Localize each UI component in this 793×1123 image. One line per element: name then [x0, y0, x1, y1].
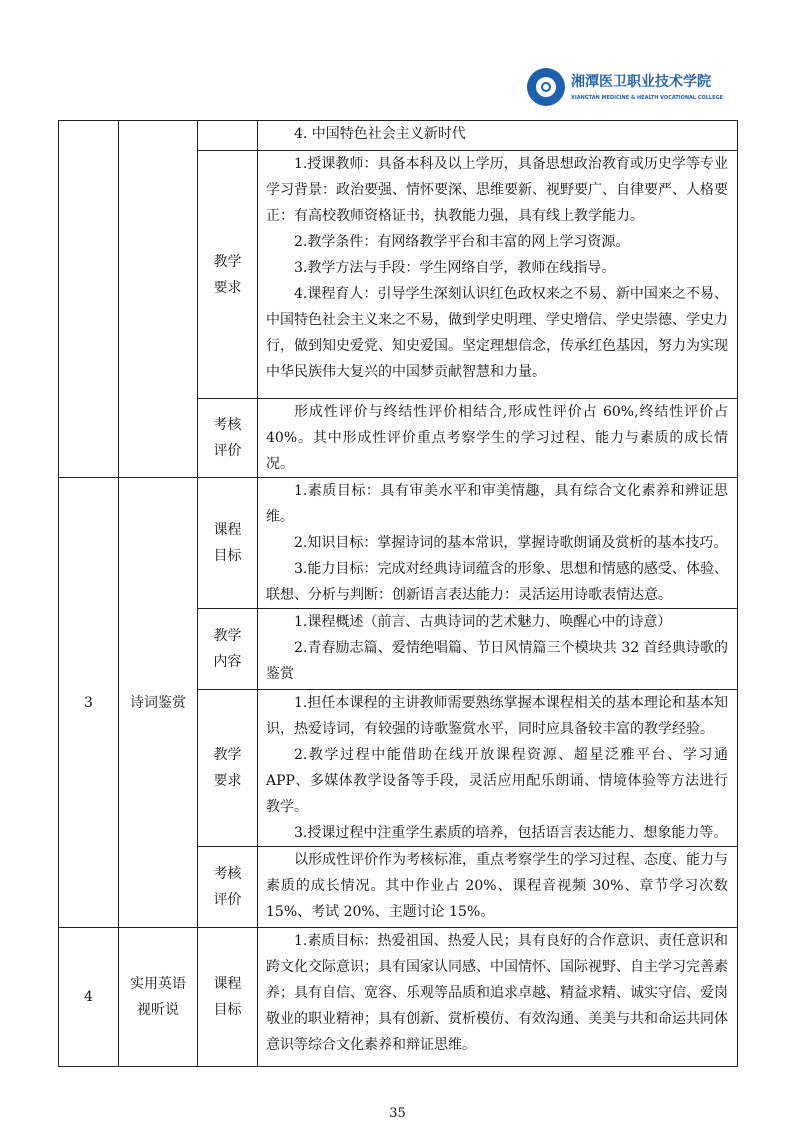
curriculum-table — [58, 120, 738, 1067]
content-cell — [258, 847, 738, 928]
item-label-assessment: 考核 评价 — [198, 399, 258, 478]
content-line: 1.授课教师：具备本科及以上学历，具备思想政治教育或历史学等专业学习背景：政治要强、情怀要深、思维要新、视野要广、自律要严、人格要正：有高校教师资格证书，执教能力强，具有线上教学能力。 — [266, 156, 728, 224]
table-row — [59, 121, 738, 151]
content-line: 2.知识目标：掌握诗词的基本常识，掌握诗歌朗诵及赏析的基本技巧。 — [294, 535, 728, 551]
content-line: 1.担任本课程的主讲教师需要熟练掌握本课程相关的基本理论和基本知识，热爱诗词，有较强的诗歌鉴赏水平，同时应具备较丰富的教学经验。 — [266, 695, 728, 737]
item-label-course-goals: 课程 目标 — [198, 478, 258, 609]
course-name: 诗词鉴赏 — [119, 478, 198, 928]
content-cell — [258, 478, 738, 609]
item-label-course-goals: 课程 目标 — [198, 928, 258, 1067]
content-line: 3.授课过程中注重学生素质的培养，包括语言表达能力、想象能力等。 — [294, 825, 728, 841]
table-row — [59, 478, 738, 609]
content-line: 1.素质目标：具有审美水平和审美情趣，具有综合文化素养和辨证思维。 — [266, 483, 728, 525]
content-cell — [258, 928, 738, 1067]
college-logo — [527, 64, 723, 110]
content-line: 3.能力目标：完成对经典诗词蕴含的形象、思想和情感的感受、体验、联想、分析与判断：创新语言表达能力：灵活运用诗歌表情达意。 — [266, 561, 728, 603]
item-label-teaching-content: 教学 内容 — [198, 609, 258, 690]
content-line: 1.素质目标：热爱祖国、热爱人民；具有良好的合作意识、责任意识和跨文化交际意识；具有国家认同感、中国情怀、国际视野、自主学习完善素养；具有自信、宽容、乐观等品质和追求卓越、精益求精、诚实守信、爱岗敬业的职业精神；具有创新、赏析模仿、有效沟通、美美与共和命运共同体意识等综合文化素养和辩证思维。 — [266, 933, 728, 1053]
content-line: 2.青春励志篇、爱情绝唱篇、节日风情篇三个模块共 32 首经典诗歌的鉴赏 — [266, 640, 728, 682]
content-line: 形成性评价与终结性评价相结合,形成性评价占 60%,终结性评价占 40%。其中形成性评价重点考察学生的学习过程、能力与素质的成长情况。 — [266, 404, 728, 472]
content-line: 1.课程概述（前言、古典诗词的艺术魅力、唤醒心中的诗意） — [294, 614, 672, 630]
course-number: 4 — [59, 928, 119, 1067]
content-cell — [258, 690, 738, 847]
content-line: 4.课程育人：引导学生深刻认识红色政权来之不易、新中国来之不易、中国特色社会主义来之不易，做到学史明理、学史增信、学史崇德、学史力行，做到知史爱党、知史爱国。坚定理想信念，传承红色基因，努力为实现中华民族伟大复兴的中国梦贡献智慧和力量。 — [266, 286, 728, 380]
content-cell — [258, 609, 738, 690]
content-line: 2.教学条件：有网络教学平台和丰富的网上学习资源。 — [294, 234, 630, 250]
content-cell — [258, 399, 738, 478]
page-body — [58, 120, 737, 1123]
course-name-cell — [119, 121, 198, 478]
logo-name-en: XIANGTAN MEDICINE & HEALTH VOCATIONAL COLLEGE — [571, 94, 724, 101]
content-cell — [258, 151, 738, 399]
item-label-teaching-requirements: 教学 要求 — [198, 690, 258, 847]
page-number: 35 — [389, 1106, 406, 1121]
content-cell — [258, 121, 738, 151]
logo-name-cn: 湘潭医卫职业技术学院 — [571, 73, 711, 90]
course-number: 3 — [59, 478, 119, 928]
item-label-cell — [198, 121, 258, 151]
content-line: 4. 中国特色社会主义新时代 — [294, 126, 466, 142]
content-line: 以形成性评价作为考核标准，重点考察学生的学习过程、态度、能力与素质的成长情况。其中作业占 20%、课程音视频 30%、章节学习次数 15%、考试 20%、主题讨论 15%。 — [266, 852, 728, 920]
item-label-assessment: 考核 评价 — [198, 847, 258, 928]
content-line: 3.教学方法与手段：学生网络自学，教师在线指导。 — [294, 260, 616, 276]
college-seal-icon — [527, 68, 565, 106]
content-line: 2.教学过程中能借助在线开放课程资源、超星泛雅平台、学习通 APP、多媒体教学设备等手段，灵活应用配乐朗诵、情境体验等方法进行教学。 — [266, 747, 728, 815]
table-row — [59, 928, 738, 1067]
course-name: 实用英语 视听说 — [119, 928, 198, 1067]
item-label-teaching-requirements: 教学 要求 — [198, 151, 258, 399]
course-number-cell — [59, 121, 119, 478]
